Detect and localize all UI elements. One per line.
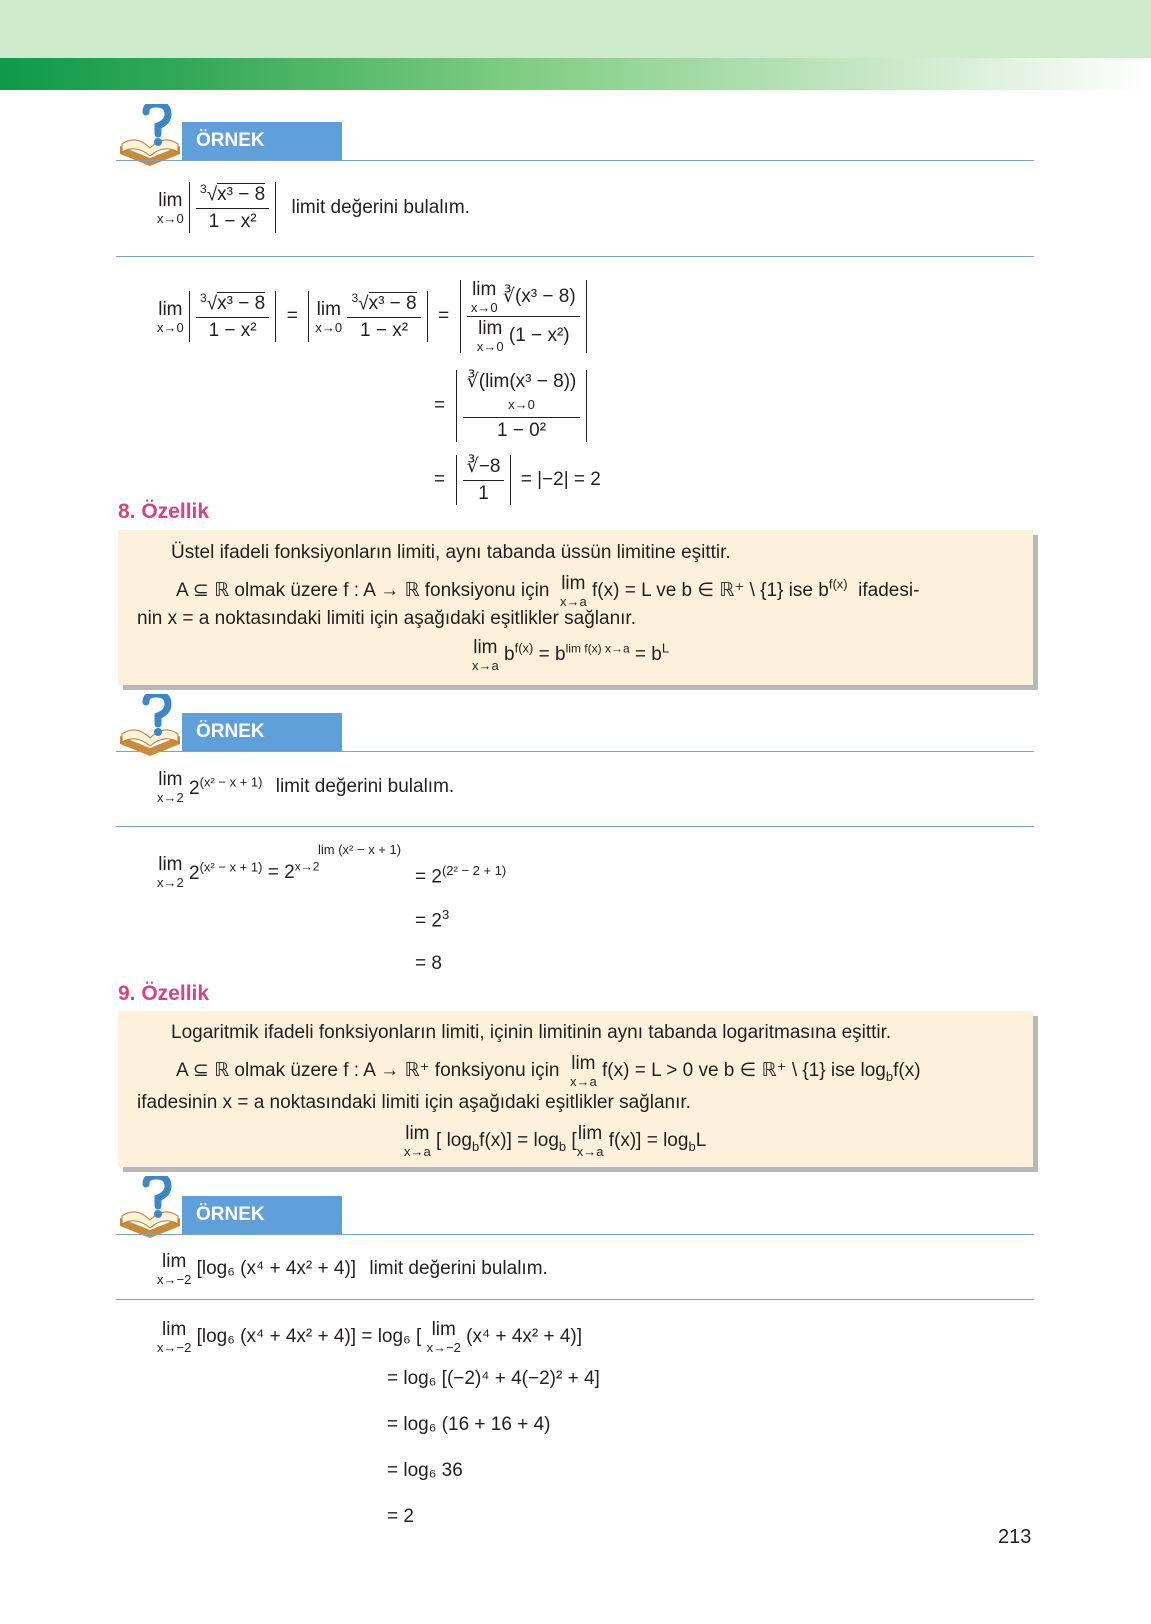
ex2-step1: lim x→2 $2^{(x^2 - x + 1)} = 2^{x\to 2}$ [157,854,320,890]
ex3-step2: = log₆ [(−2)⁴ + 4(−2)² + 4] [387,1368,600,1389]
property-8-line2: A ⊆ ℝ olmak üzere f : A → ℝ fonksiyonu için lim x→a f(x) = L ve b ∈ ℝ⁺ \ {1} ise $b^{f(x)}$ ifadesi- [176,573,920,609]
property-9-line3: ifadesinin x = a noktasındaki limiti için aşağıdaki eşitlikler sağlanır. [137,1092,691,1113]
divider [116,160,1034,161]
property-8-line3: nin x = a noktasındaki limiti için aşağıdaki eşitlikler sağlanır. [137,608,636,629]
ex3-step1: lim x→−2 [log₆ (x⁴ + 4x² + 4)] = log₆ [ lim x→−2 (x⁴ + 4x² + 4)] [157,1319,583,1355]
divider [116,256,1034,257]
example-label: ÖRNEK [182,1196,342,1234]
book-question-icon [116,1176,186,1242]
property-9-formula: lim x→a [ $\log_bf(x)] = \log_b$ [ lim x→a $f(x)] = \log_bL$ [404,1123,707,1159]
ex1-step3: = $\frac{∛-8}{1}$ = |−2| = 2 [434,456,601,504]
header-band [0,0,1151,58]
divider [116,1234,1034,1235]
property-9-line1: Logaritmik ifadeli fonksiyonların limiti, içinin limitinin aynı tabanda logaritmasına eşittir. [171,1022,892,1043]
divider [116,826,1034,827]
ex1-question: lim x→0 $\frac{^3√x^3 - 8}{\text{1 − x²}}$ limit değerini bulalım. [157,182,470,233]
ex2-question: lim x→2 $2^{(x^2 - x + 1)}$ limit değerini bulalım. [157,769,455,805]
lim-operator: lim x→0 [157,189,184,226]
property-9-title: 9. Özellik [118,982,210,1005]
property-8-title: 8. Özellik [118,500,210,523]
page-number: 213 [998,1526,1032,1548]
ex3-question: lim x→−2 [log₆ (x⁴ + 4x² + 4)] limit değerini bulalım. [157,1251,548,1287]
ex3-step4: = log₆ 36 [387,1460,463,1481]
example-label: ÖRNEK [182,122,342,160]
ex2-step2: = $2^{(2^2 - 2 + 1)}$ [415,863,507,888]
property-9-line2: A ⊆ ℝ olmak üzere f : A → ℝ⁺ fonksiyonu için lim x→a f(x) = L > 0 ve b ∈ ℝ⁺ \ {1} ise $\log_bf(x)$ [176,1053,921,1089]
divider [116,751,1034,752]
ex2-step1-top: lim (x² − x + 1) [318,842,402,857]
ex1-step2: = ∛(lim(x³ − 8)) x→0 1 − 0² [434,370,587,442]
property-8-formula: lim x→a $b^{f(x)} = b^{lim f(x) x\to a} = b^L$ [472,637,670,673]
ex1-step1: lim x→0 $\frac{^3√x^3 - 8}{\text{1 − x²}}$ = lim x→0 $\frac{^3√x^3 - 8}{\text{1 − x²}}$ = lim x→0 ∛(x³ − 8) lim x→0 (1 − x²) [157,280,587,353]
property-8-line1: Üstel ifadeli fonksiyonların limiti, aynı tabanda üssün limitine eşittir. [171,542,731,563]
ex2-step3: = $2^3$ [415,907,450,932]
example-label: ÖRNEK [182,713,342,751]
header-gradient-band [0,58,1151,90]
question-suffix: limit değerini bulalım. [291,196,470,218]
ex3-step5: = 2 [387,1506,414,1527]
divider [116,1299,1034,1300]
ex3-step3: = log₆ (16 + 16 + 4) [387,1414,551,1435]
ex2-step4: = 8 [415,953,442,974]
